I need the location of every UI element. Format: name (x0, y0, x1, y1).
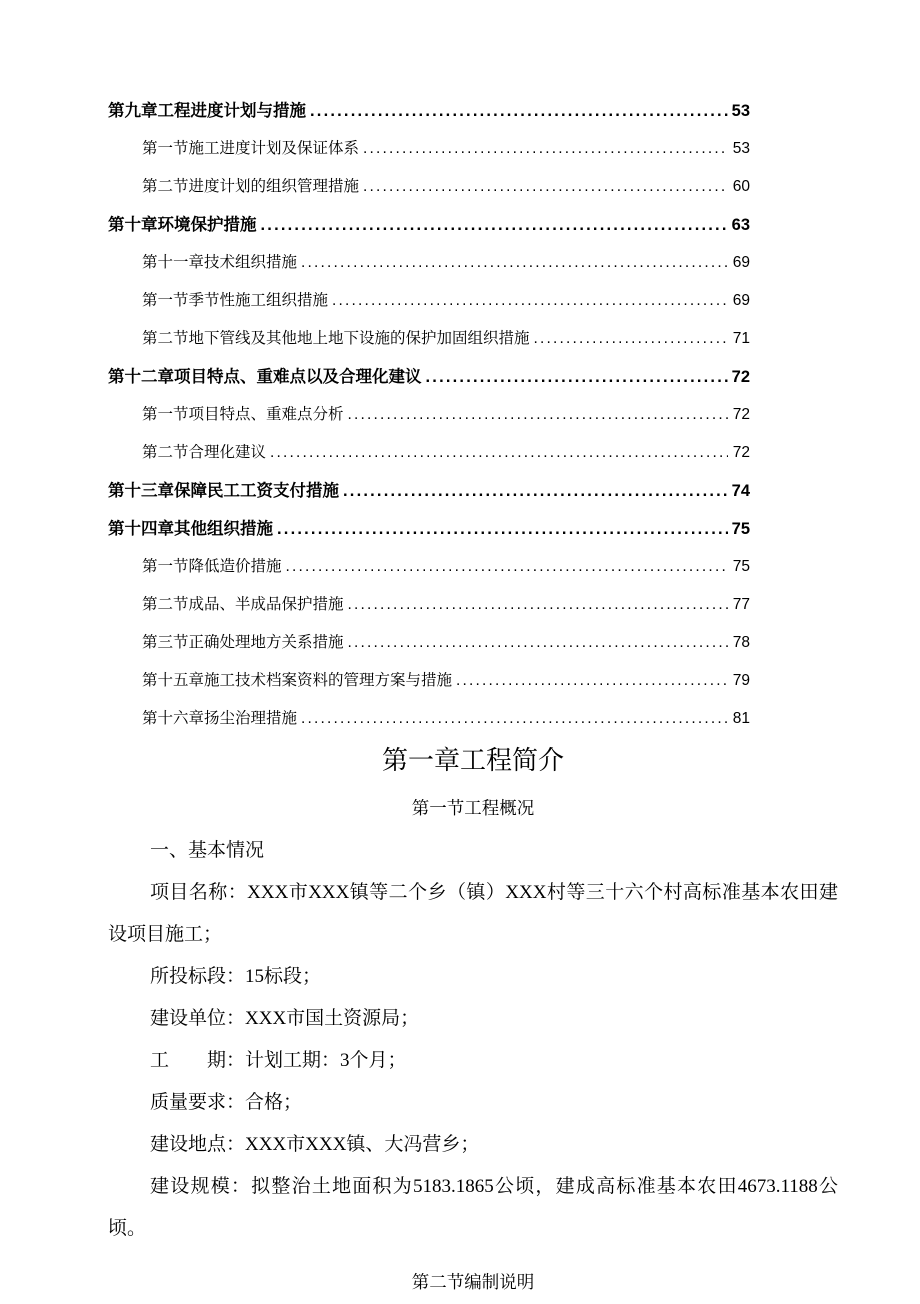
toc-entry-page: 71 (732, 330, 750, 347)
toc-entry[interactable] (108, 358, 750, 396)
toc-entry[interactable] (108, 282, 750, 320)
toc-leader-dots (301, 700, 728, 738)
toc-entry[interactable] (108, 92, 750, 130)
toc-entry-page: 75 (731, 520, 750, 538)
toc-leader-dots (261, 206, 728, 244)
toc-leader-dots (363, 168, 728, 206)
toc-entry[interactable] (108, 206, 750, 244)
document-body (108, 738, 838, 1304)
toc-entry-page: 69 (732, 254, 750, 271)
toc-leader-dots (277, 510, 728, 548)
toc-entry[interactable] (108, 510, 750, 548)
subheading: 一、基本情况 (150, 840, 265, 861)
toc-entry-page: 60 (732, 178, 750, 195)
toc-leader-dots (456, 662, 728, 700)
toc-entry-page: 72 (731, 368, 750, 386)
toc-leader-dots (348, 624, 728, 662)
toc-entry-title: 第一节项目特点、重难点分析 (142, 406, 344, 423)
toc-leader-dots (348, 586, 728, 624)
toc-entry-page: 63 (731, 216, 750, 234)
toc-entry-page: 53 (731, 102, 750, 120)
toc-entry-page: 75 (732, 558, 750, 575)
toc-leader-dots (534, 320, 728, 358)
toc-entry-title: 第十六章扬尘治理措施 (142, 710, 298, 727)
toc-entry[interactable] (108, 130, 750, 168)
toc-entry-page: 69 (732, 292, 750, 309)
project-name-paragraph: 项目名称：XXX市XXX镇等二个乡（镇）XXX村等三十六个村高标准基本农田建设项目施工； (108, 882, 838, 945)
toc-entry-title: 第十五章施工技术档案资料的管理方案与措施 (142, 672, 453, 689)
toc-leader-dots (286, 548, 728, 586)
toc-entry-title: 第一节降低造价措施 (142, 558, 282, 575)
toc-entry[interactable] (108, 244, 750, 282)
toc-leader-dots (301, 244, 728, 282)
toc-entry-title: 第二节成品、半成品保护措施 (142, 596, 344, 613)
bid-section-paragraph: 所投标段：15标段； (150, 966, 322, 987)
toc-entry[interactable] (108, 548, 750, 586)
toc-entry[interactable] (108, 434, 750, 472)
toc-entry-page: 74 (731, 482, 750, 500)
toc-entry[interactable] (108, 662, 750, 700)
toc-leader-dots (363, 130, 728, 168)
toc-entry-page: 72 (732, 444, 750, 461)
toc-entry[interactable] (108, 624, 750, 662)
toc-entry-page: 72 (732, 406, 750, 423)
toc-entry-page: 77 (732, 596, 750, 613)
duration-paragraph: 工 期：计划工期：3个月； (150, 1050, 407, 1071)
toc-entry[interactable] (108, 320, 750, 358)
toc-entry-title: 第九章工程进度计划与措施 (108, 102, 306, 120)
toc-entry-title: 第十二章项目特点、重难点以及合理化建议 (108, 368, 422, 386)
toc-entry[interactable] (108, 396, 750, 434)
location-paragraph: 建设地点：XXX市XXX镇、大冯营乡； (150, 1134, 480, 1155)
toc-leader-dots (332, 282, 728, 320)
toc-leader-dots (426, 358, 728, 396)
toc-entry-title: 第二节进度计划的组织管理措施 (142, 178, 360, 195)
toc-entry-title: 第十四章其他组织措施 (108, 520, 273, 538)
toc-entry-title: 第二节合理化建议 (142, 444, 267, 461)
toc-entry-title: 第三节正确处理地方关系措施 (142, 634, 344, 651)
toc-entry-title: 第十章环境保护措施 (108, 216, 257, 234)
table-of-contents (108, 92, 750, 738)
toc-entry[interactable] (108, 700, 750, 738)
toc-entry-page: 78 (732, 634, 750, 651)
toc-leader-dots (310, 92, 728, 130)
toc-entry-page: 53 (732, 140, 750, 157)
toc-entry[interactable] (108, 472, 750, 510)
section-title: 第一节工程概况 (411, 798, 535, 818)
toc-leader-dots (348, 396, 728, 434)
quality-paragraph: 质量要求：合格； (150, 1092, 303, 1113)
toc-leader-dots (343, 472, 728, 510)
toc-leader-dots (270, 434, 728, 472)
toc-entry[interactable] (108, 168, 750, 206)
scale-paragraph: 建设规模：拟整治土地面积为5183.1865公顷，建成高标准基本农田4673.1188公顷。 (108, 1176, 838, 1239)
toc-entry-title: 第一节季节性施工组织措施 (142, 292, 329, 309)
toc-entry-title: 第二节地下管线及其他地上地下设施的保护加固组织措施 (142, 330, 530, 347)
toc-entry-page: 79 (732, 672, 750, 689)
toc-entry-title: 第十一章技术组织措施 (142, 254, 298, 271)
builder-paragraph: 建设单位：XXX市国土资源局； (150, 1008, 420, 1029)
toc-entry-page: 81 (732, 710, 750, 727)
toc-entry-title: 第十三章保障民工工资支付措施 (108, 482, 339, 500)
toc-entry-title: 第一节施工进度计划及保证体系 (142, 140, 360, 157)
chapter-title: 第一章工程简介 (381, 746, 564, 775)
toc-entry[interactable] (108, 586, 750, 624)
section-title-2: 第二节编制说明 (411, 1272, 535, 1292)
